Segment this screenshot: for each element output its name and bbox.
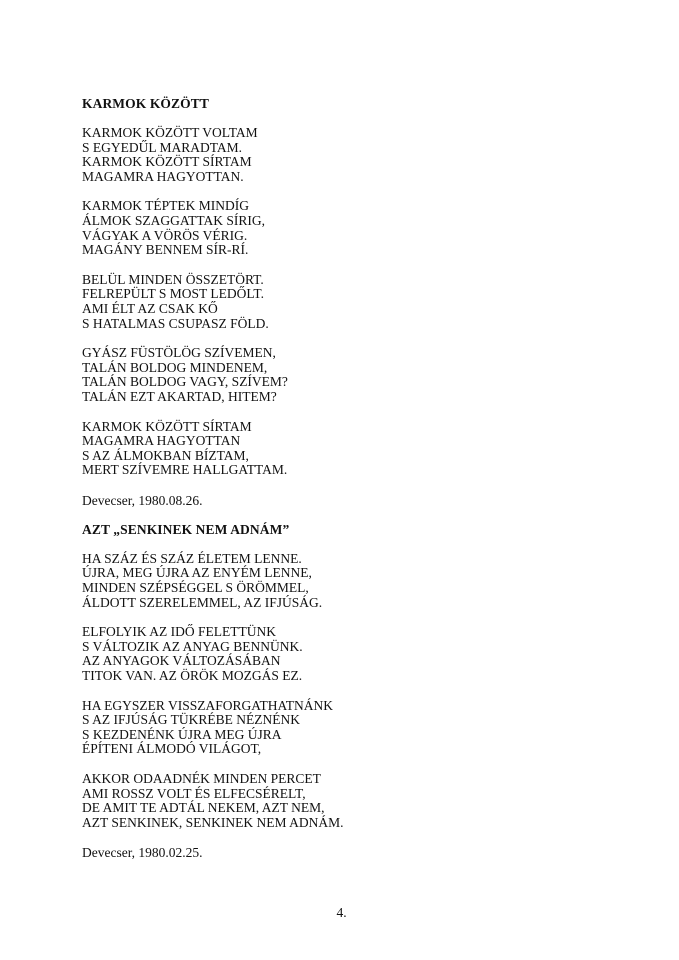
verse-line: AMI ROSSZ VOLT ÉS ELFECSÉRELT, [82,785,306,801]
stanza [82,420,602,478]
verse-line: AKKOR ODAADNÉK MINDEN PERCET [82,771,321,786]
poem-karmok-kozott [82,96,602,508]
verse-line: MINDEN SZÉPSÉGGEL S ÖRÖMMEL, [82,580,309,596]
stanza [82,625,602,683]
verse-line: MAGÁNY BENNEM SÍR-RÍ. [82,242,249,258]
verse-line: DE AMIT TE ADTÁL NEKEM, AZT NEM, [82,800,325,816]
verse-line: VÁGYAK A VÖRÖS VÉRIG. [82,227,248,243]
verse-line: KARMOK KÖZÖTT VOLTAM [82,125,258,140]
page-content [82,96,602,874]
verse-line: ELFOLYIK AZ IDŐ FELETTÜNK [82,624,276,640]
verse-line: ÉPÍTENI ÁLMODÓ VILÁGOT, [82,741,262,757]
verse-line: MAGAMRA HAGYOTTAN [82,433,241,449]
verse-line: TALÁN EZT AKARTAD, HITEM? [82,388,277,404]
verse-line: TITOK VAN. AZ ÖRÖK MOZGÁS EZ. [82,668,303,684]
stanza [82,346,602,404]
verse-line: MERT SZÍVEMRE HALLGATTAM. [82,462,288,478]
stanza [82,699,602,757]
page-number-footer [0,905,679,920]
verse-line: AZ ANYAGOK VÁLTOZÁSÁBAN [82,653,281,669]
verse-line: S VÁLTOZIK AZ ANYAG BENNÜNK. [82,638,303,654]
verse-line: TALÁN BOLDOG MINDENEM, [82,359,268,375]
verse-line: S AZ ÁLMOKBAN BÍZTAM, [82,447,249,463]
verse-line: FELREPÜLT S MOST LEDŐLT. [82,286,265,302]
verse-line: ÚJRA, MEG ÚJRA AZ ENYÉM LENNE, [82,565,312,581]
stanza [82,126,602,184]
page-number: 4. [336,905,347,920]
verse-line: S AZ IFJÚSÁG TÜKRÉBE NÉZNÉNK [82,712,301,728]
poem-dateline: Devecser, 1980.08.26. [82,492,203,508]
verse-line: AMI ÉLT AZ CSAK KŐ [82,300,218,316]
verse-line: GYÁSZ FÜSTÖLÖG SZÍVEMEN, [82,345,276,361]
verse-line: ÁLDOTT SZERELEMMEL, AZ IFJÚSÁG. [82,594,323,610]
verse-line: KARMOK KÖZÖTT SÍRTAM [82,418,252,434]
poem-title: AZT „SENKINEK NEM ADNÁM” [82,521,290,537]
stanza [82,552,602,610]
verse-line: KARMOK KÖZÖTT SÍRTAM [82,154,252,170]
verse-line: BELÜL MINDEN ÖSSZETÖRT. [82,271,264,287]
poem-title: KARMOK KÖZÖTT [82,96,209,111]
stanza [82,199,602,257]
verse-line: ÁLMOK SZAGGATTAK SÍRIG, [82,212,266,228]
stanza [82,273,602,331]
verse-line: AZT SENKINEK, SENKINEK NEM ADNÁM. [82,814,344,830]
poem-dateline: Devecser, 1980.02.25. [82,845,203,861]
verse-line: TALÁN BOLDOG VAGY, SZÍVEM? [82,374,288,390]
poem-azt-senkinek-nem-adnam [82,522,602,861]
verse-line: KARMOK TÉPTEK MINDÍG [82,198,249,214]
verse-line: S EGYEDŰL MARADTAM. [82,139,243,155]
verse-line: HA SZÁZ ÉS SZÁZ ÉLETEM LENNE. [82,550,302,566]
stanza [82,772,602,830]
verse-line: MAGAMRA HAGYOTTAN. [82,168,244,184]
verse-line: S HATALMAS CSUPASZ FÖLD. [82,315,269,331]
verse-line: S KEZDENÉNK ÚJRA MEG ÚJRA [82,726,282,742]
verse-line: HA EGYSZER VISSZAFORGATHATNÁNK [82,697,334,713]
